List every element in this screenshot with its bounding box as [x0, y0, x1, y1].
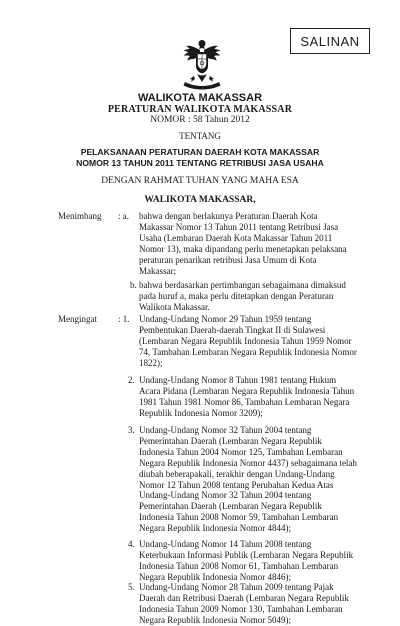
- text-line: bahwa berdasarkan pertimbangan sebagaimana dimaksud: [139, 280, 346, 290]
- text-line: Negara Republik Indonesia Nomor 4437) sebagaimana telah: [139, 457, 357, 468]
- menimbang-b-marker: b.: [130, 280, 137, 290]
- mengingat-4-marker: 4.: [128, 539, 135, 549]
- text-line: Pembentukan Daerah-daerah Tingkat II di Sulawesi: [139, 324, 326, 335]
- text-line: Nomor 12 Tahun 2008 tentang Perubahan Kedua Atas: [139, 479, 334, 490]
- text-line: Nomor 13), maka dipandang perlu menetapkan pelaksana: [139, 243, 347, 254]
- mengingat-2-text: [139, 375, 361, 419]
- regulation-title: PERATURAN WALIKOTA MAKASSAR: [107, 104, 293, 115]
- about-label: TENTANG: [179, 131, 221, 141]
- text-line: Undang-Undang Nomor 28 Tahun 2009 tentang Pajak: [139, 582, 334, 592]
- text-line: peraturan penarikan retribusi Jasa Umum di Kota: [139, 254, 317, 265]
- text-line: Indonesia Tahun 2009 Nomor 130, Tambahan Lembaran: [139, 603, 343, 614]
- mengingat-1-marker: : 1.: [118, 314, 130, 324]
- text-line: Undang-Undang Nomor 29 Tahun 1959 tentang: [139, 314, 312, 324]
- text-line: 1981 Tahun 1981 Nomor 86, Tambahan Lembaran Negara: [139, 396, 350, 407]
- regulation-number: NOMOR : 58 Tahun 2012: [150, 115, 250, 125]
- text-line: Usaha (Lembaran Daerah Kota Makassar Tahun 2011: [139, 232, 333, 243]
- text-line: bahwa dengan berlakunya Peraturan Daerah Kota: [139, 211, 318, 221]
- mengingat-2-marker: 2.: [128, 375, 135, 385]
- text-line: Indonesia Tahun 2008 Nomor 59, Tambahan Lembaran: [139, 512, 339, 523]
- text-line: Makassar Nomor 13 Tahun 2011 tentang Retribusi Jasa: [139, 221, 339, 232]
- text-line: Daerah dan Retribusi Daerah (Lembaran Negara Republik: [139, 592, 349, 603]
- salinan-stamp: SALINAN: [290, 28, 370, 54]
- text-line: Undang-Undang Nomor 14 Tahun 2008 tentang: [139, 539, 312, 549]
- mengingat-1-text: [139, 314, 361, 369]
- menimbang-a-text: [139, 211, 357, 276]
- text-line: (Lembaran Negara Republik Indonesia Tahun 1959 Nomor: [139, 335, 352, 346]
- text-line: Makassar;: [139, 265, 176, 276]
- text-line: Keterbukaan Informasi Publik (Lembaran Negara Republik: [139, 549, 354, 560]
- mengingat-3-marker: 3.: [128, 425, 135, 435]
- text-line: Negara Republik Indonesia Nomor 5049);: [139, 614, 291, 625]
- blessing-line: DENGAN RAHMAT TUHAN YANG MAHA ESA: [101, 176, 299, 186]
- text-line: Walikota Makassar.: [139, 301, 210, 312]
- mengingat-label: Mengingat: [58, 314, 97, 324]
- text-line: Negara Republik Indonesia Nomor 4844);: [139, 523, 291, 534]
- menimbang-label: Menimbang: [58, 211, 102, 221]
- text-line: diubah beberapakali, terakhir dengan Undang-Undang: [139, 468, 335, 479]
- text-line: Pemerintahan Daerah (Lembaran Negara Republik: [139, 435, 322, 446]
- topic-line-1: PELAKSANAAN PERATURAN DAERAH KOTA MAKASSAR: [80, 147, 320, 157]
- text-line: Indonesia Tahun 2008 Nomor 61, Tambahan Lembaran: [139, 560, 339, 571]
- menimbang-a-marker: : a.: [118, 211, 129, 221]
- garuda-emblem-icon: [177, 38, 227, 90]
- text-line: pada huruf a, maka perlu ditetapkan dengan Peraturan: [139, 290, 334, 301]
- text-line: Republik Indonesia Nomor 3209);: [139, 407, 263, 418]
- text-line: Pemerintahan Daerah (Lembaran Negara Republik: [139, 501, 322, 512]
- text-line: 74, Tambahan Lembaran Negara Republik Indonesia Nomor: [139, 346, 357, 357]
- text-line: 1822);: [139, 357, 163, 368]
- mengingat-5-marker: 5.: [128, 582, 135, 592]
- mengingat-4-text: [139, 539, 361, 583]
- menimbang-b-text: [139, 280, 357, 313]
- text-line: Undang-Undang Nomor 8 Tahun 1981 tentang Hukum: [139, 375, 337, 385]
- mengingat-5-text: [139, 582, 361, 626]
- mayor-title: WALIKOTA MAKASSAR: [137, 92, 263, 104]
- mengingat-3-text: [139, 425, 361, 534]
- text-line: Undang-Undang Nomor 32 Tahun 2004 tentang: [139, 490, 312, 501]
- topic-line-2: NOMOR 13 TAHUN 2011 TENTANG RETRIBUSI JASA USAHA: [76, 158, 324, 168]
- text-line: Indonesia Tahun 2004 Nomor 125, Tambahan Lembaran: [139, 446, 343, 457]
- text-line: Negara Republik Indonesia Nomor 4846);: [139, 571, 291, 582]
- mayor-heading: WALIKOTA MAKASSAR,: [144, 195, 256, 205]
- text-line: Undang-Undang Nomor 32 Tahun 2004 tentang: [139, 425, 312, 435]
- text-line: Acara Pidana (Lembaran Negara Republik Indonesia Tahun: [139, 385, 355, 396]
